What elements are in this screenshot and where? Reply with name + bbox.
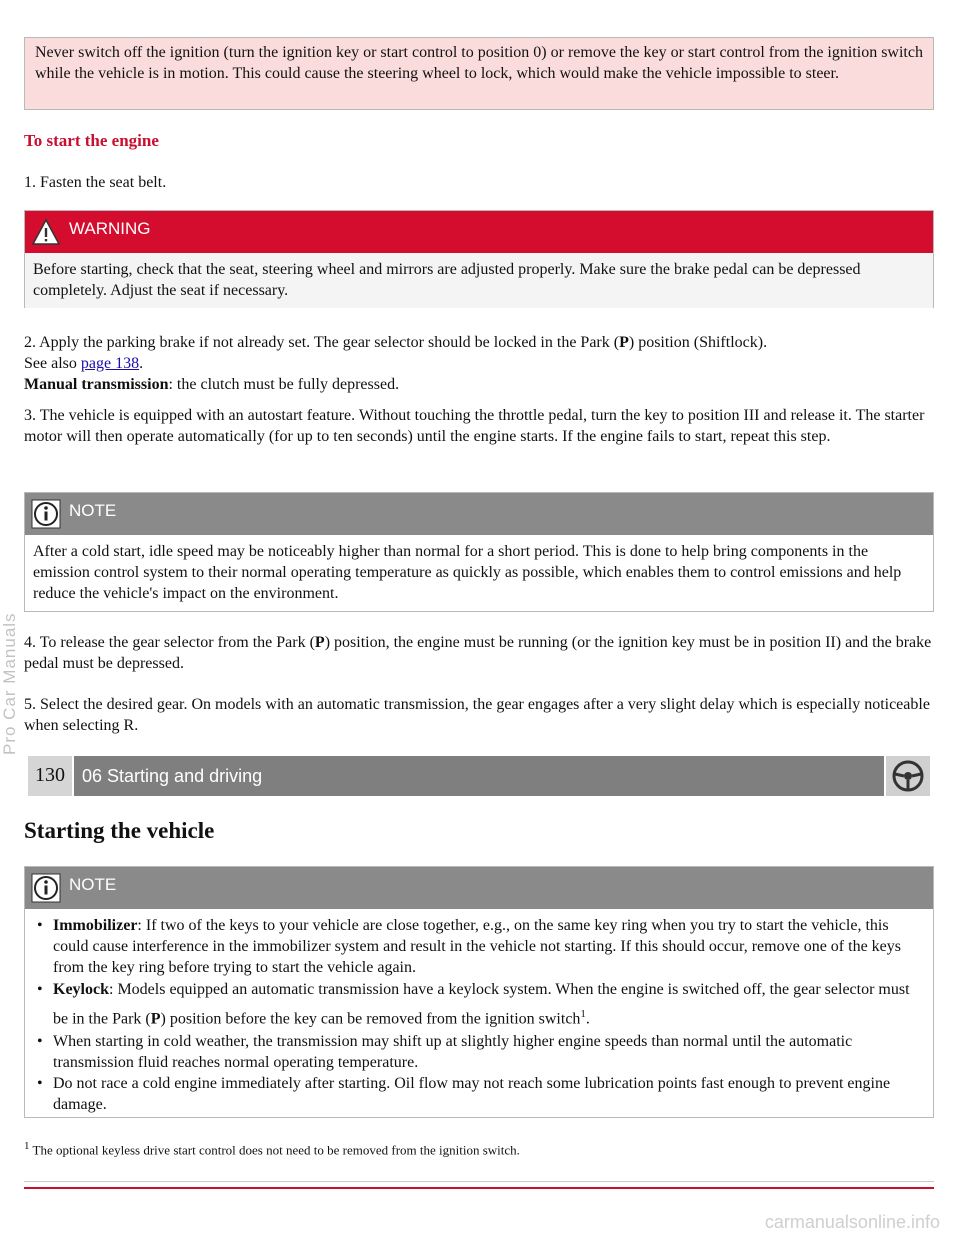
warning-box	[24, 210, 934, 308]
footnote: $^1$ The optional keyless drive start control does not need to be removed from the ignition switch.	[24, 1140, 520, 1158]
note-2-header	[25, 867, 933, 909]
info-icon	[31, 873, 61, 903]
note-box	[24, 492, 934, 612]
section-heading: To start the engine	[24, 131, 159, 150]
top-warning-box	[24, 37, 934, 110]
side-watermark: Pro Car Manuals	[0, 612, 19, 755]
page-bar	[24, 756, 934, 796]
step-2: 2. Apply the parking brake if not already set. The gear selector should be locked in the Park (P) position (Shiftlock). See also page 138. Manual transmission: the clutch must be fully depressed.	[24, 334, 768, 393]
bottom-divider	[24, 1181, 934, 1189]
step-4: 4. To release the gear selector from the Park (P) position, the engine must be running (or the ignition key must be in position II) and the brake pedal must be depressed.	[24, 634, 932, 672]
list-item: • When starting in cold weather, the transmission may shift up at slightly higher engine speeds than normal until the automatic transmission fluid reaches normal operating temperature.	[33, 1031, 925, 1073]
info-icon	[31, 499, 61, 529]
step-1: 1. Fasten the seat belt.	[24, 174, 167, 191]
note-2-label: NOTE	[69, 875, 117, 894]
list-item: • Keylock: Models equipped an automatic transmission have a keylock system. When the engine is switched off, the gear selector must be in the Park (P) position before the key can be removed from the ignition switch$^1$.	[33, 978, 925, 1031]
page-138-link[interactable]: page 138	[80, 355, 140, 372]
steering-wheel-icon	[886, 756, 930, 796]
warning-header	[25, 211, 933, 253]
note-text: After a cold start, idle speed may be noticeably higher than normal for a short period. This is done to help bring components in the emission control system to their normal operating temperature as quickly as possible, which enables them to control emissions and help reduce the vehicle's impact on the environment.	[33, 543, 902, 602]
corner-watermark: carmanualsonline.info	[764, 1212, 940, 1232]
page-title: Starting the vehicle	[24, 818, 215, 843]
note-header	[25, 493, 933, 535]
note-box-2	[24, 866, 934, 1118]
chapter-title: 06 Starting and driving	[74, 756, 884, 796]
step-5: 5. Select the desired gear. On models with an automatic transmission, the gear engages after a very slight delay which is especially noticeable when selecting R.	[24, 696, 930, 734]
manual-transmission-label: Manual transmission	[24, 376, 169, 393]
note-label: NOTE	[69, 501, 117, 520]
step-3: 3. The vehicle is equipped with an autostart feature. Without touching the throttle pedal, turn the key to position III and release it. The starter motor will then operate automatically (for up to ten seconds) until the engine starts. If the engine fails to start, repeat this step.	[24, 407, 925, 445]
warning-text: Before starting, check that the seat, steering wheel and mirrors are adjusted properly. Make sure the brake pedal can be depressed completely. Adjust the seat if necessary.	[25, 253, 933, 308]
note-2-body	[25, 909, 933, 1119]
warning-triangle-icon	[31, 217, 61, 247]
page-number: 130	[28, 756, 72, 796]
top-warning-text: Never switch off the ignition (turn the ignition key or start control to position 0) or remove the key or start control from the ignition switch while the vehicle is in motion. This could cause the steering wheel to lock, which would make the vehicle impossible to steer.	[35, 44, 923, 82]
list-item: • Do not race a cold engine immediately after starting. Oil flow may not reach some lubrication points fast enough to prevent engine damage.	[33, 1073, 925, 1115]
warning-label: WARNING	[69, 219, 151, 238]
list-item: • Immobilizer: If two of the keys to your vehicle are close together, e.g., on the same key ring when you try to start the vehicle, this could cause interference in the immobilizer system and result in the vehicle not starting. If this should occur, remove one of the keys from the key ring before trying to start the vehicle again.	[33, 915, 925, 978]
note-2-list	[33, 915, 925, 1115]
